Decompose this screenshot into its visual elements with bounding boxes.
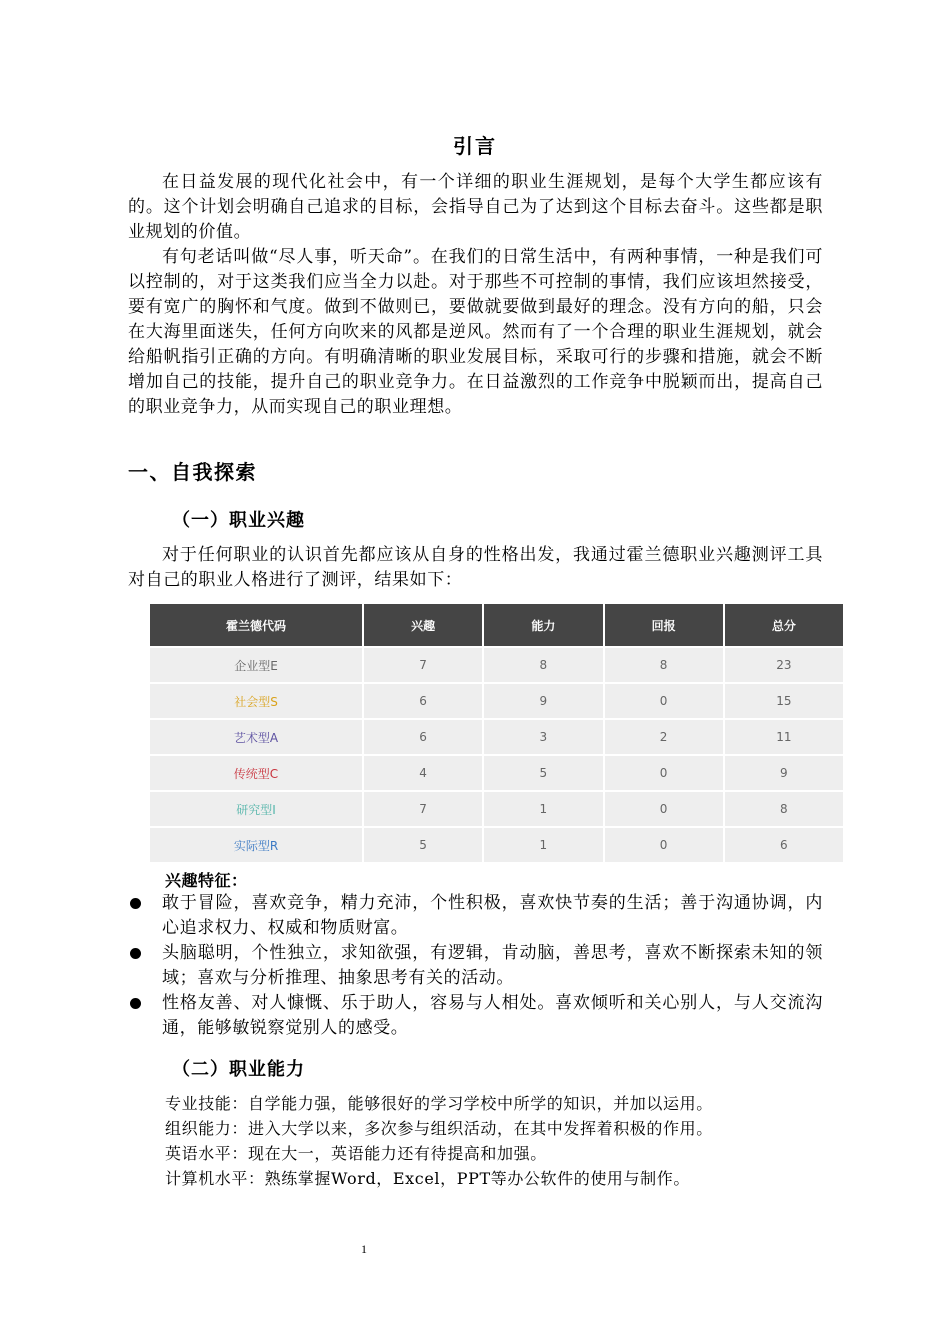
table-cell: 7: [364, 646, 482, 682]
list-item: [128, 941, 823, 991]
table-cell: 7: [364, 790, 482, 826]
feature-text: 头脑聪明，个性独立，求知欲强，有逻辑，肯动脑，善思考，喜欢不断探索未知的领域；喜欢与分析推理、抽象思考有关的活动。: [162, 943, 823, 988]
holland-code-cell: 研究型I: [150, 790, 362, 826]
table-cell: 9: [484, 682, 602, 718]
subsection-heading-career-ability: （二）职业能力: [172, 1059, 305, 1080]
table-cell: 11: [725, 718, 843, 754]
page-title: 引言: [453, 134, 497, 158]
table-cell: 0: [605, 790, 723, 826]
table-header-row: [150, 604, 843, 646]
bullet-icon: [130, 998, 141, 1009]
table-cell: 0: [605, 754, 723, 790]
abilities-list: [165, 1091, 825, 1191]
table-header-cell: 能力: [484, 604, 602, 646]
table-cell: 5: [364, 826, 482, 862]
holland-code-cell: 实际型R: [150, 826, 362, 862]
intro-paragraph-1: 在日益发展的现代化社会中，有一个详细的职业生涯规划，是每个大学生都应该有的。这个计划会明确自己追求的目标，会指导自己为了达到这个目标去奋斗。这些都是职业规划的价值。: [128, 172, 823, 242]
table-cell: 2: [605, 718, 723, 754]
table-cell: 5: [484, 754, 602, 790]
table-header-cell: 总分: [725, 604, 843, 646]
holland-code-cell: 社会型S: [150, 682, 362, 718]
ability-item: 英语水平：现在大一，英语能力还有待提高和加强。: [165, 1144, 547, 1163]
table-header-cell: 霍兰德代码: [150, 604, 362, 646]
section-heading-self-exploration: 一、自我探索: [128, 460, 257, 484]
table-row: [150, 790, 843, 826]
ability-item: 专业技能：自学能力强，能够很好的学习学校中所学的知识，并加以运用。: [165, 1094, 713, 1113]
table-cell: 8: [725, 790, 843, 826]
subsection-heading-career-interest: （一）职业兴趣: [172, 510, 305, 531]
table-cell: 1: [484, 826, 602, 862]
interest-intro-paragraph: 对于任何职业的认识首先都应该从自身的性格出发，我通过霍兰德职业兴趣测评工具对自己的职业人格进行了测评，结果如下：: [128, 545, 823, 590]
table-cell: 0: [605, 826, 723, 862]
table-cell: 4: [364, 754, 482, 790]
table-cell: 0: [605, 682, 723, 718]
list-item: [128, 891, 823, 941]
table-row: [150, 826, 843, 862]
table-cell: 6: [364, 682, 482, 718]
holland-code-cell: 艺术型A: [150, 718, 362, 754]
table-cell: 6: [364, 718, 482, 754]
page-number: 1: [361, 1242, 367, 1256]
table-cell: 8: [484, 646, 602, 682]
feature-text: 性格友善、对人慷慨、乐于助人，容易与人相处。喜欢倾听和关心别人，与人交流沟通，能够敏锐察觉别人的感受。: [162, 993, 823, 1038]
table-cell: 9: [725, 754, 843, 790]
table-row: [150, 754, 843, 790]
bullet-icon: [130, 898, 141, 909]
holland-code-cell: 传统型C: [150, 754, 362, 790]
table-header-cell: 回报: [605, 604, 723, 646]
table-cell: 8: [605, 646, 723, 682]
table-header-cell: 兴趣: [364, 604, 482, 646]
table-row: [150, 718, 843, 754]
list-item: [128, 991, 823, 1041]
table-cell: 15: [725, 682, 843, 718]
ability-item: 计算机水平：熟练掌握Word，Excel，PPT等办公软件的使用与制作。: [165, 1169, 690, 1188]
holland-code-cell: 企业型E: [150, 646, 362, 682]
table-row: [150, 682, 843, 718]
table-row: [150, 646, 843, 682]
table-cell: 23: [725, 646, 843, 682]
features-list: [128, 891, 823, 1041]
holland-table: [148, 604, 845, 862]
features-label: 兴趣特征：: [165, 871, 248, 890]
bullet-icon: [130, 948, 141, 959]
table-cell: 3: [484, 718, 602, 754]
ability-item: 组织能力：进入大学以来，多次参与组织活动，在其中发挥着积极的作用。: [165, 1119, 713, 1138]
feature-text: 敢于冒险，喜欢竞争，精力充沛，个性积极，喜欢快节奏的生活；善于沟通协调，内心追求权力、权威和物质财富。: [162, 893, 823, 938]
intro-paragraph-2: 有句老话叫做“尽人事，听天命”。在我们的日常生活中，有两种事情，一种是我们可以控制的，对于这类我们应当全力以赴。对于那些不可控制的事情，我们应该坦然接受，要有宽广的胸怀和气度。做到不做则已，要做就要做到最好的理念。没有方向的船，只会在大海里面迷失，任何方向吹来的风都是逆风。然而有了一个合理的职业生涯规划，就会给船帆指引正确的方向。有明确清晰的职业发展目标，采取可行的步骤和措施，就会不断增加自己的技能，提升自己的职业竞争力。在日益激烈的工作竞争中脱颖而出，提高自己的职业竞争力，从而实现自己的职业理想。: [128, 247, 823, 417]
table-cell: 6: [725, 826, 843, 862]
table-cell: 1: [484, 790, 602, 826]
